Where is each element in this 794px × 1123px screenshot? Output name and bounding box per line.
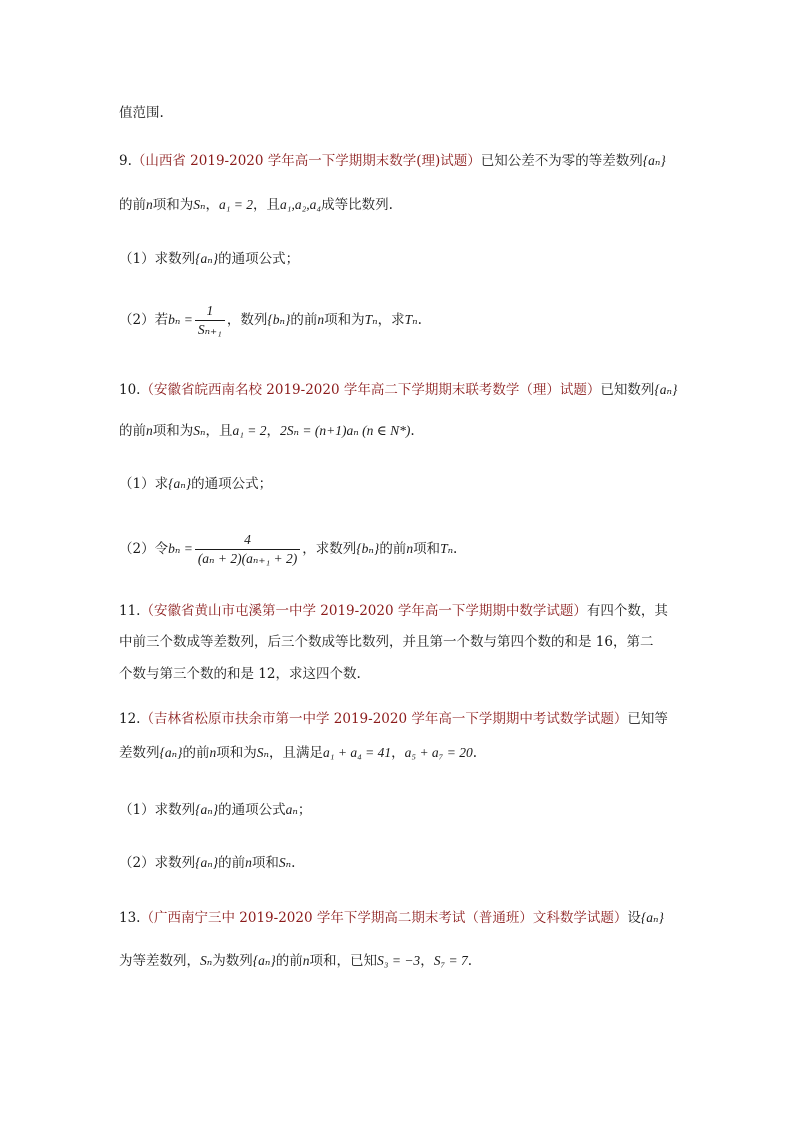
- question-13-line-2: [119, 951, 472, 971]
- question-number: 12.: [119, 711, 141, 727]
- math-var: Sₙ: [193, 423, 206, 438]
- question-text: ，且满足: [269, 745, 324, 761]
- text-line: [119, 103, 164, 123]
- part-text: ，数列: [226, 312, 268, 328]
- question-text: 的前: [275, 953, 303, 969]
- question-source: （广西南宁三中 2019-2020 学年下学期高二期末考试（普通班）文科数学试题）: [140, 910, 628, 926]
- math-var: n: [302, 953, 310, 968]
- question-11-line-1: [119, 601, 668, 621]
- part-text: .: [453, 541, 458, 557]
- question-11-line-3: [119, 664, 361, 684]
- math-expression: a₁,a₂,a₄: [280, 197, 322, 212]
- question-text: 已知公差不为零的等差数列: [480, 153, 643, 169]
- question-10-line-1: [119, 380, 677, 400]
- math-var: Sₙ: [200, 953, 213, 968]
- question-text: 差数列: [119, 745, 160, 761]
- math-expression: bₙ =: [168, 541, 193, 556]
- math-sequence: {aₙ}: [168, 476, 192, 491]
- math-var: aₙ: [285, 802, 298, 817]
- question-text: ，: [420, 953, 434, 969]
- question-text: 有四个数，其: [586, 603, 668, 619]
- part-text: 项和: [251, 855, 279, 871]
- math-var: Tₙ: [404, 312, 418, 327]
- part-text: 项和: [413, 541, 441, 557]
- part-text: 的前: [290, 312, 318, 328]
- math-var: Tₙ: [364, 312, 378, 327]
- question-text: 个数与第三个数的和是 12，求这四个数.: [119, 666, 361, 682]
- question-text: ，: [266, 423, 281, 439]
- part-text: （2）若: [119, 312, 169, 328]
- question-text: .: [467, 953, 473, 969]
- math-var: n: [317, 312, 325, 327]
- math-sequence: {aₙ}: [159, 745, 183, 760]
- question-12-line-1: [119, 709, 668, 729]
- math-sequence: {bₙ}: [267, 312, 291, 327]
- question-text: 已知等: [627, 711, 668, 727]
- question-text: 成等比数列.: [321, 197, 393, 213]
- question-text: ，: [205, 197, 219, 213]
- question-number: 11.: [119, 603, 141, 619]
- math-var: n: [406, 541, 414, 556]
- fraction: [195, 531, 300, 568]
- math-expression: a₁ = 2: [232, 423, 267, 438]
- math-expression: a₁ + a₄ = 41: [323, 745, 392, 760]
- math-sequence: {aₙ}: [640, 910, 664, 925]
- part-text: .: [417, 312, 422, 328]
- part-text: （1）求: [119, 476, 169, 492]
- question-source: （安徽省皖西南名校 2019-2020 学年高二下学期期末联考数学（理）试题）: [140, 382, 601, 398]
- part-text: ，求数列: [302, 541, 357, 557]
- math-expression: S₃ = −3: [377, 953, 421, 968]
- math-sequence: {aₙ}: [252, 953, 276, 968]
- question-text: ，: [391, 745, 405, 761]
- question-number: 9.: [119, 153, 132, 169]
- question-text: 项和为: [216, 745, 257, 761]
- part-text: （1）求数列: [119, 251, 196, 267]
- question-source: （安徽省黄山市屯溪第一中学 2019-2020 学年高一下学期期中数学试题）: [140, 603, 587, 619]
- math-expression: 2Sₙ = (n+1)aₙ (n ∈ N*): [280, 423, 411, 438]
- continuation-text: 值范围.: [119, 105, 164, 121]
- fraction: [195, 302, 225, 339]
- question-12-line-2: [119, 743, 477, 763]
- question-text: 已知数列: [600, 382, 655, 398]
- question-11-line-2: [119, 632, 653, 652]
- question-12-part-2: [119, 853, 295, 873]
- question-source: （吉林省松原市扶余市第一中学 2019-2020 学年高一下学期期中考试数学试题）: [140, 711, 628, 727]
- math-var: n: [245, 855, 252, 870]
- question-text: 的前: [119, 423, 146, 439]
- question-9-part-2: [119, 302, 422, 339]
- question-text: ，且: [253, 197, 281, 213]
- math-sequence: {aₙ}: [195, 251, 219, 266]
- part-text: 项和为: [324, 312, 365, 328]
- question-9-line-2: [119, 195, 393, 215]
- fraction-numerator: 1: [195, 302, 225, 321]
- part-text: .: [291, 855, 296, 871]
- question-number: 13.: [119, 910, 141, 926]
- part-text: 的前: [218, 855, 246, 871]
- math-sequence: {aₙ}: [195, 855, 219, 870]
- math-var: n: [209, 745, 217, 760]
- part-text: （2）令: [119, 541, 169, 557]
- question-10-part-1: [119, 474, 272, 494]
- question-text: 项和，已知: [309, 953, 378, 969]
- part-text: （1）求数列: [119, 802, 196, 818]
- question-text: 的前: [119, 197, 146, 213]
- question-text: .: [472, 745, 478, 761]
- part-text: 的通项公式: [218, 802, 286, 818]
- part-text: 的前: [379, 541, 407, 557]
- question-13-line-1: [119, 908, 664, 928]
- math-var: Sₙ: [278, 855, 292, 870]
- question-source: （山西省 2019-2020 学年高一下学期期末数学(理)试题）: [131, 153, 481, 169]
- fraction-denominator: Sₙ₊₁: [197, 322, 222, 337]
- question-9-part-1: [119, 249, 299, 269]
- fraction-numerator: 4: [195, 531, 300, 550]
- math-var: n: [146, 197, 153, 212]
- math-var: Sₙ: [256, 745, 270, 760]
- question-text: 为等差数列，: [119, 953, 200, 969]
- question-text: .: [410, 423, 415, 439]
- part-text: ；: [297, 802, 312, 818]
- question-text: ，且: [205, 423, 233, 439]
- question-10-line-2: [119, 421, 415, 441]
- math-var: n: [146, 423, 153, 438]
- math-sequence: {bₙ}: [356, 541, 380, 556]
- math-expression: S₇ = 7: [433, 953, 468, 968]
- math-sequence: {aₙ}: [654, 382, 678, 397]
- math-var: Tₙ: [440, 541, 454, 556]
- question-text: 的前: [182, 745, 210, 761]
- fraction-denominator: (aₙ + 2)(aₙ₊₁ + 2): [197, 551, 298, 566]
- question-number: 10.: [119, 382, 141, 398]
- question-text: 项和为: [152, 423, 194, 439]
- question-12-part-1: [119, 800, 311, 820]
- question-text: 设: [627, 910, 641, 926]
- part-text: 的通项公式；: [191, 476, 273, 492]
- question-text: 项和为: [152, 197, 194, 213]
- math-expression: bₙ =: [168, 312, 193, 327]
- question-10-part-2: [119, 531, 457, 568]
- math-expression: a₁ = 2: [218, 197, 254, 212]
- question-text: 中前三个数成等差数列，后三个数成等比数列，并且第一个数与第四个数的和是 16，第二: [119, 634, 654, 650]
- math-sequence: {aₙ}: [195, 802, 219, 817]
- part-text: ，求: [377, 312, 405, 328]
- question-9-line-1: [119, 151, 666, 171]
- math-expression: a₅ + a₇ = 20: [404, 745, 473, 760]
- math-var: Sₙ: [193, 197, 206, 212]
- question-text: 为数列: [212, 953, 253, 969]
- part-text: （2）求数列: [119, 855, 196, 871]
- part-text: 的通项公式；: [218, 251, 300, 267]
- math-sequence: {aₙ}: [642, 153, 666, 168]
